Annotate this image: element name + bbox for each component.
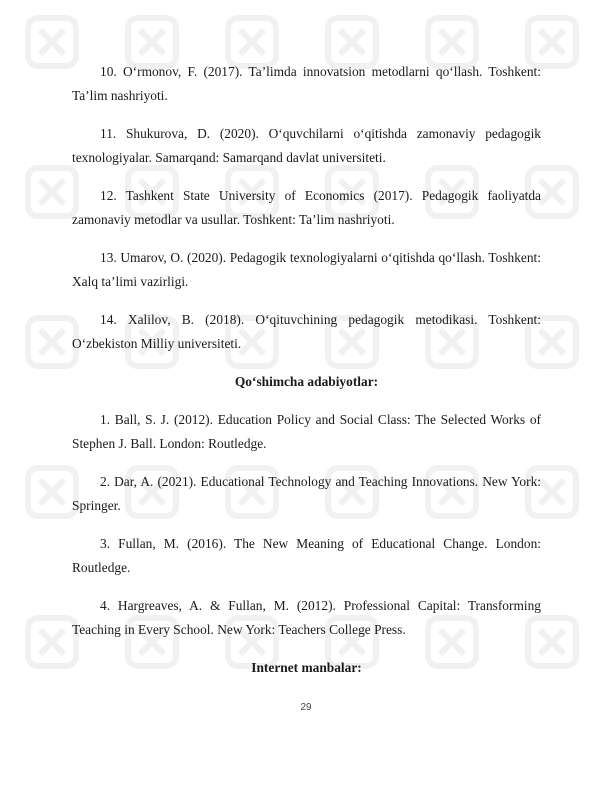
reference-item-12: 12. Tashkent State University of Economics (2017). Pedagogik faoliyatda zamonaviy metodlar va usullar. Toshkent: Ta’lim nashriyoti.: [72, 188, 541, 227]
reference-item-11: 11. Shukurova, D. (2020). O‘quvchilarni o‘qitishda zamonaviy pedagogik texnologiyalar. Samarqand: Samarqand davlat universiteti.: [72, 126, 541, 165]
additional-reference-item-4: 4. Hargreaves, A. & Fullan, M. (2012). Professional Capital: Transforming Teaching in Every School. New York: Teachers College Press.: [72, 598, 541, 637]
page-content: [72, 60, 541, 694]
additional-literature-heading: Qo‘shimcha adabiyotlar:: [234, 374, 379, 389]
reference-item-14: 14. Xalilov, B. (2018). O‘qituvchining pedagogik metodikasi. Toshkent: O‘zbekiston Milliy universiteti.: [72, 312, 541, 351]
additional-reference-item-3: 3. Fullan, M. (2016). The New Meaning of Educational Change. London: Routledge.: [72, 536, 541, 575]
additional-reference-item-1: 1. Ball, S. J. (2012). Education Policy and Social Class: The Selected Works of Stephen J. Ball. London: Routledge.: [72, 412, 541, 451]
page-number: 29: [300, 702, 312, 713]
reference-item-10: 10. O‘rmonov, F. (2017). Ta’limda innovatsion metodlarni qo‘llash. Toshkent: Ta’lim nashriyoti.: [72, 64, 541, 103]
reference-item-13: 13. Umarov, O. (2020). Pedagogik texnologiyalarni o‘qitishda qo‘llash. Toshkent: Xalq ta’limi vazirligi.: [72, 250, 541, 289]
additional-reference-item-2: 2. Dar, A. (2021). Educational Technology and Teaching Innovations. New York: Springer.: [72, 474, 541, 513]
internet-sources-heading: Internet manbalar:: [251, 660, 362, 675]
